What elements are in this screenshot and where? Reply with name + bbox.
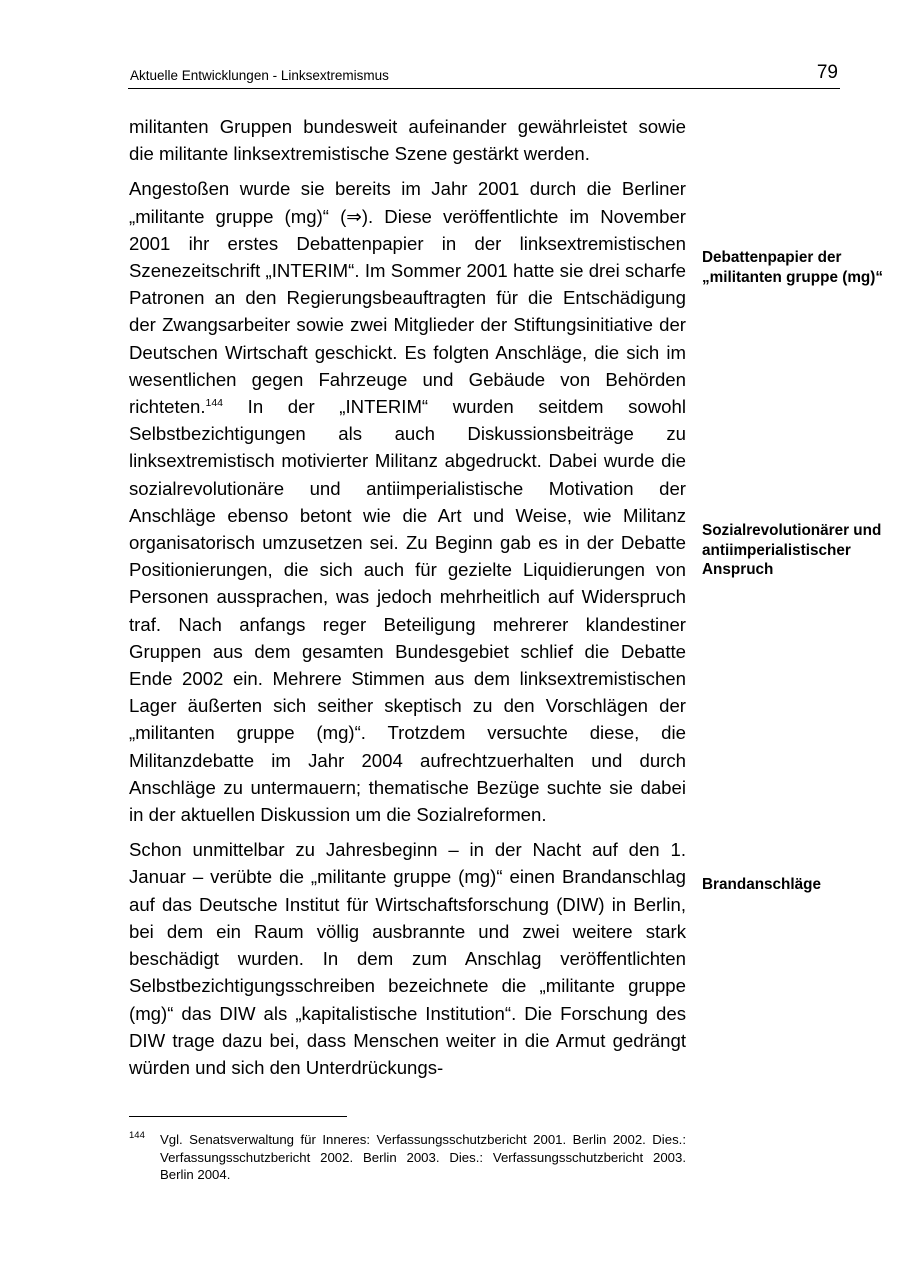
footnote-ref-144[interactable]: 144 (205, 396, 224, 409)
footnote-separator (129, 1116, 347, 1117)
paragraph-1: militanten Gruppen bundesweit aufeinander gewährleistet sowie die militante linksextremistische Szene gestärkt werden. (129, 116, 686, 165)
footnote-144 (129, 1131, 686, 1184)
paragraph-2-part-b: In der „INTERIM“ wurden seitdem sowohl Selbstbezichtigungen als auch Diskussionsbeiträge zu linksextremistisch motivierter Militanz abgedruckt. Dabei wurde die sozialrevolutionäre und antiimperialistische Motivation der Anschläge ebenso betont wie die Art und Weise, wie Militanz organisatorisch umzusetzen sei. Zu Beginn gab es in der Debatte Positionierungen, die sich auch für gezielte Liquidierungen von Personen aussprachen, was jedoch mehrheitlich auf Widerspruch traf. Nach anfangs reger Beteiligung mehrerer klandestiner Gruppen aus dem gesamten Bundesgebiet schlief die Debatte Ende 2002 ein. Mehrere Stimmen aus dem linksextremistischen Lager äußerten sich seither skeptisch zu den Vorschlägen der „militanten gruppe (mg)“. Trotzdem versuchte diese, die Militanzdebatte im Jahr 2004 aufrechtzuerhalten und durch Anschläge zu untermauern; thematische Bezüge suchte sie dabei in der aktuellen Diskussion um die Sozialreformen. (129, 396, 686, 826)
margin-note-brandanschlaege: Brandanschläge (702, 876, 822, 893)
margin-note-debattenpapier: Debattenpapier der „militanten gruppe (mg)“ (702, 249, 884, 286)
paragraph-2-part-a: Angestoßen wurde sie bereits im Jahr 2001 durch die Berliner „militante gruppe (mg)“ (⇒). Diese veröffentlichte im November 2001 ihr erstes Debattenpapier in der linksextremistischen Szenezeitschrift „INTERIM“. Im Sommer 2001 hatte sie drei scharfe Patronen an den Regierungsbeauftragten für die Entschädigung der Zwangsarbeiter sowie zwei Mitglieder der Stiftungsinitiative der Deutschen Wirtschaft geschickt. Es folgten Anschläge, die sich im wesentlichen gegen Fahrzeuge und Gebäude von Behörden richteten. (129, 178, 686, 418)
page-number: 79 (816, 62, 838, 83)
margin-note-sozialrevolutionaer: Sozialrevolutionärer und antiimperialistischer Anspruch (702, 522, 882, 578)
paragraph-3: Schon unmittelbar zu Jahresbeginn – in der Nacht auf den 1. Januar – verübte die „militante gruppe (mg)“ einen Brandanschlag auf das Deutsche Institut für Wirtschaftsforschung (DIW) in Berlin, bei dem ein Raum völlig ausbrannte und zwei weitere stark beschädigt wurden. In dem zum Anschlag veröffentlichten Selbstbezichtigungsschreiben bezeichnete die „militante gruppe (mg)“ das DIW als „kapitalistische Institution“. Die Forschung des DIW trage dazu bei, dass Menschen weiter in die Armut gedrängt würden und sich den Unterdrückungs- (129, 839, 686, 1078)
footnote-number: 144 (129, 1130, 145, 1141)
main-text-column (129, 113, 686, 1089)
paragraph-2 (129, 175, 686, 828)
running-header (128, 60, 840, 89)
footnote-text: Vgl. Senatsverwaltung für Inneres: Verfassungsschutzbericht 2001. Berlin 2002. Dies.: Verfassungsschutzbericht 2002. Berlin 2003. Dies.: Verfassungsschutzbericht 2003. Berlin 2004. (160, 1132, 686, 1182)
header-title: Aktuelle Entwicklungen - Linksextremismus (130, 68, 389, 83)
